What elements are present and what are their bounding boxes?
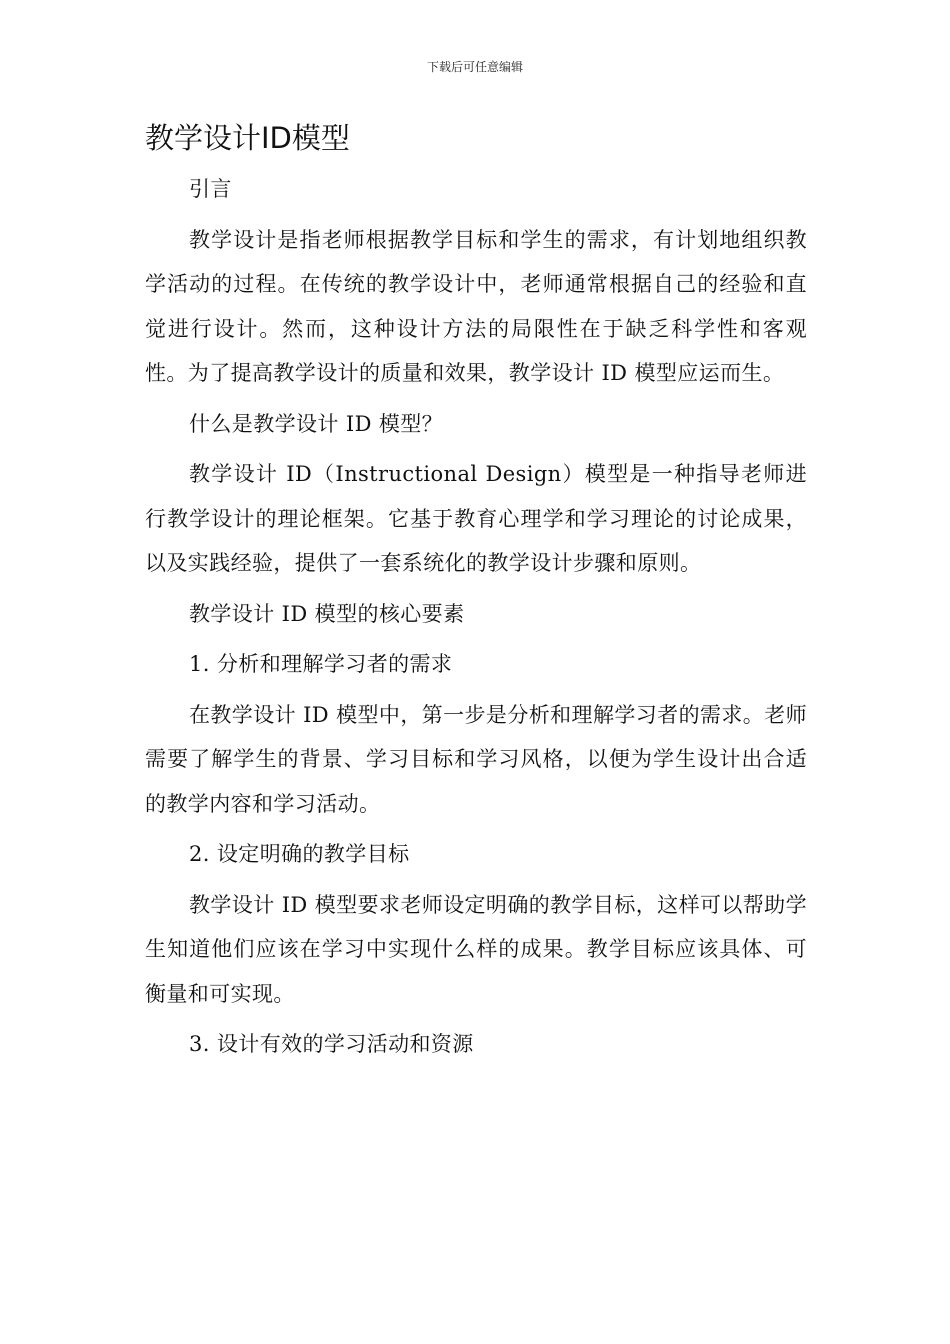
- paragraph-what-is-id: 教学设计 ID（Instructional Design）模型是一种指导老师进行教学设计的理论框架。它基于教育心理学和学习理论的讨论成果，以及实践经验，提供了一套系统化的教学设计步骤和原则。: [145, 462, 807, 575]
- header-note: 下载后可任意编辑: [426, 60, 523, 74]
- paragraph-item-1: 在教学设计 ID 模型中，第一步是分析和理解学习者的需求。老师需要了解学生的背景、学习目标和学习风格，以便为学生设计出合适的教学内容和学习活动。: [145, 702, 807, 816]
- paragraph-introduction: 教学设计是指老师根据教学目标和学生的需求，有计划地组织教学活动的过程。在传统的教学设计中，老师通常根据自己的经验和直觉进行设计。然而，这种设计方法的局限性在于缺乏科学性和客观性。为了提高教学设计的质量和效果，教学设计 ID 模型应运而生。: [145, 227, 807, 385]
- section-heading-introduction: 引言: [189, 177, 232, 201]
- paragraph-item-2: 教学设计 ID 模型要求老师设定明确的教学目标，这样可以帮助学生知道他们应该在学习中实现什么样的成果。教学目标应该具体、可衡量和可实现。: [145, 892, 807, 1006]
- list-item-heading-3: 3. 设计有效的学习活动和资源: [189, 1032, 474, 1056]
- section-heading-core-elements: 教学设计 ID 模型的核心要素: [189, 601, 465, 626]
- section-heading-what-is-id: 什么是教学设计 ID 模型？: [189, 411, 444, 436]
- document-title: 教学设计ID模型: [145, 121, 350, 155]
- list-item-heading-2: 2. 设定明确的教学目标: [189, 842, 410, 866]
- list-item-heading-1: 1. 分析和理解学习者的需求: [189, 652, 453, 676]
- document-body: [145, 167, 807, 1067]
